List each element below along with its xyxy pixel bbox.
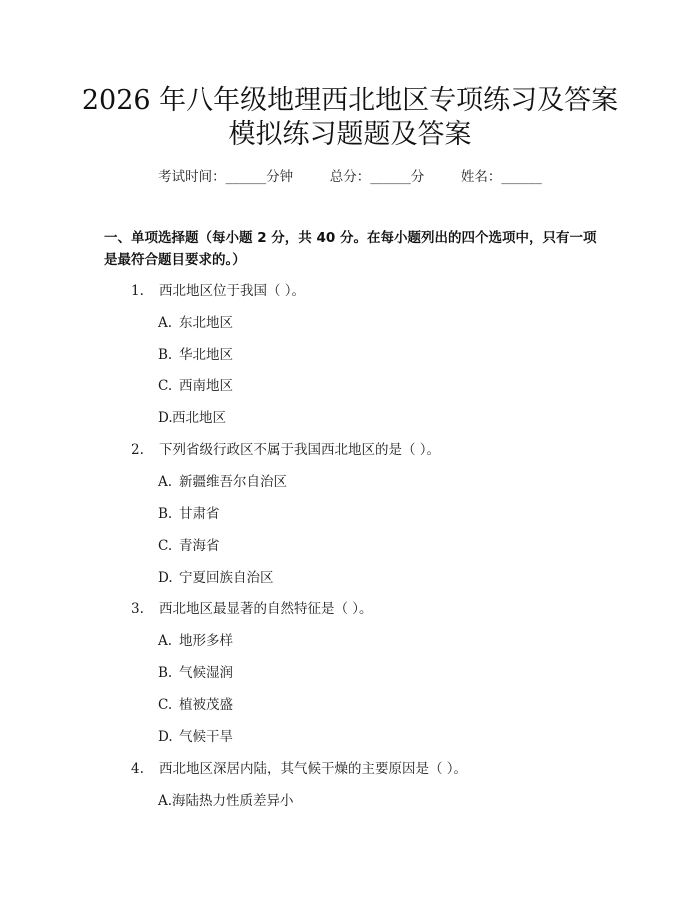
name-blank: ______ bbox=[501, 169, 542, 185]
time-blank: ______ bbox=[225, 169, 267, 185]
option-key: D. bbox=[158, 410, 173, 426]
question-1-option-c bbox=[158, 377, 233, 395]
option-key: B. bbox=[158, 665, 173, 681]
option-text: 东北地区 bbox=[179, 315, 233, 331]
option-key: A. bbox=[158, 633, 173, 649]
question-1 bbox=[131, 282, 305, 300]
option-key: D. bbox=[158, 729, 173, 745]
score-unit: 分 bbox=[410, 169, 425, 185]
score-blank: ______ bbox=[370, 169, 411, 185]
question-2-option-c bbox=[158, 537, 220, 555]
time-unit: 分钟 bbox=[266, 169, 294, 185]
time-label: 考试时间： bbox=[158, 169, 226, 185]
question-4-option-a bbox=[158, 792, 294, 810]
option-text: 华北地区 bbox=[179, 347, 233, 363]
option-key: C. bbox=[158, 697, 173, 713]
question-number: 2. bbox=[131, 442, 144, 458]
exam-info-row bbox=[0, 168, 700, 186]
document-title-line1: 2026 年八年级地理西北地区专项练习及答案 bbox=[81, 85, 619, 116]
option-key: C. bbox=[158, 538, 173, 554]
option-key: A. bbox=[158, 474, 173, 490]
score-label: 总分： bbox=[329, 169, 371, 185]
name-label: 姓名： bbox=[460, 169, 502, 185]
option-text: 宁夏回族自治区 bbox=[179, 570, 274, 586]
option-text: 气候干旱 bbox=[179, 729, 233, 745]
question-3-option-b bbox=[158, 664, 233, 682]
question-text: 西北地区深居内陆，其气候干燥的主要原因是（ ）。 bbox=[159, 761, 468, 777]
question-4 bbox=[131, 760, 467, 778]
option-text: 西北地区 bbox=[172, 410, 226, 426]
option-text: 海陆热力性质差异小 bbox=[172, 793, 294, 809]
option-key: B. bbox=[158, 506, 173, 522]
option-key: A. bbox=[158, 793, 173, 809]
question-text: 西北地区最显著的自然特征是（ ）。 bbox=[159, 601, 373, 617]
question-number: 1. bbox=[131, 283, 144, 299]
question-1-option-d bbox=[158, 409, 226, 427]
question-text: 西北地区位于我国（ ）。 bbox=[159, 283, 306, 299]
question-3-option-a bbox=[158, 632, 233, 650]
question-1-option-b bbox=[158, 346, 233, 364]
option-text: 气候湿润 bbox=[179, 665, 233, 681]
option-key: C. bbox=[158, 378, 173, 394]
option-text: 青海省 bbox=[179, 538, 220, 554]
question-number: 3. bbox=[131, 601, 144, 617]
section-heading-line2: 是最符合题目要求的。） bbox=[104, 252, 246, 268]
option-key: B. bbox=[158, 347, 173, 363]
option-text: 甘肃省 bbox=[179, 506, 220, 522]
option-text: 地形多样 bbox=[179, 633, 233, 649]
question-2 bbox=[131, 441, 440, 459]
question-number: 4. bbox=[131, 761, 144, 777]
question-3-option-c bbox=[158, 696, 233, 714]
question-2-option-a bbox=[158, 473, 287, 491]
question-3-option-d bbox=[158, 728, 233, 746]
option-text: 西南地区 bbox=[179, 378, 233, 394]
question-2-option-b bbox=[158, 505, 220, 523]
question-text: 下列省级行政区不属于我国西北地区的是（ ）。 bbox=[159, 442, 441, 458]
option-text: 新疆维吾尔自治区 bbox=[179, 474, 287, 490]
question-2-option-d bbox=[158, 569, 274, 587]
question-3 bbox=[131, 600, 373, 618]
document-title-line2: 模拟练习题题及答案 bbox=[228, 119, 472, 150]
question-1-option-a bbox=[158, 314, 233, 332]
section-heading-line1: 一、单项选择题（每小题 2 分，共 40 分。在每小题列出的四个选项中，只有一项 bbox=[104, 230, 597, 246]
option-key: A. bbox=[158, 315, 173, 331]
option-key: D. bbox=[158, 570, 173, 586]
option-text: 植被茂盛 bbox=[179, 697, 233, 713]
